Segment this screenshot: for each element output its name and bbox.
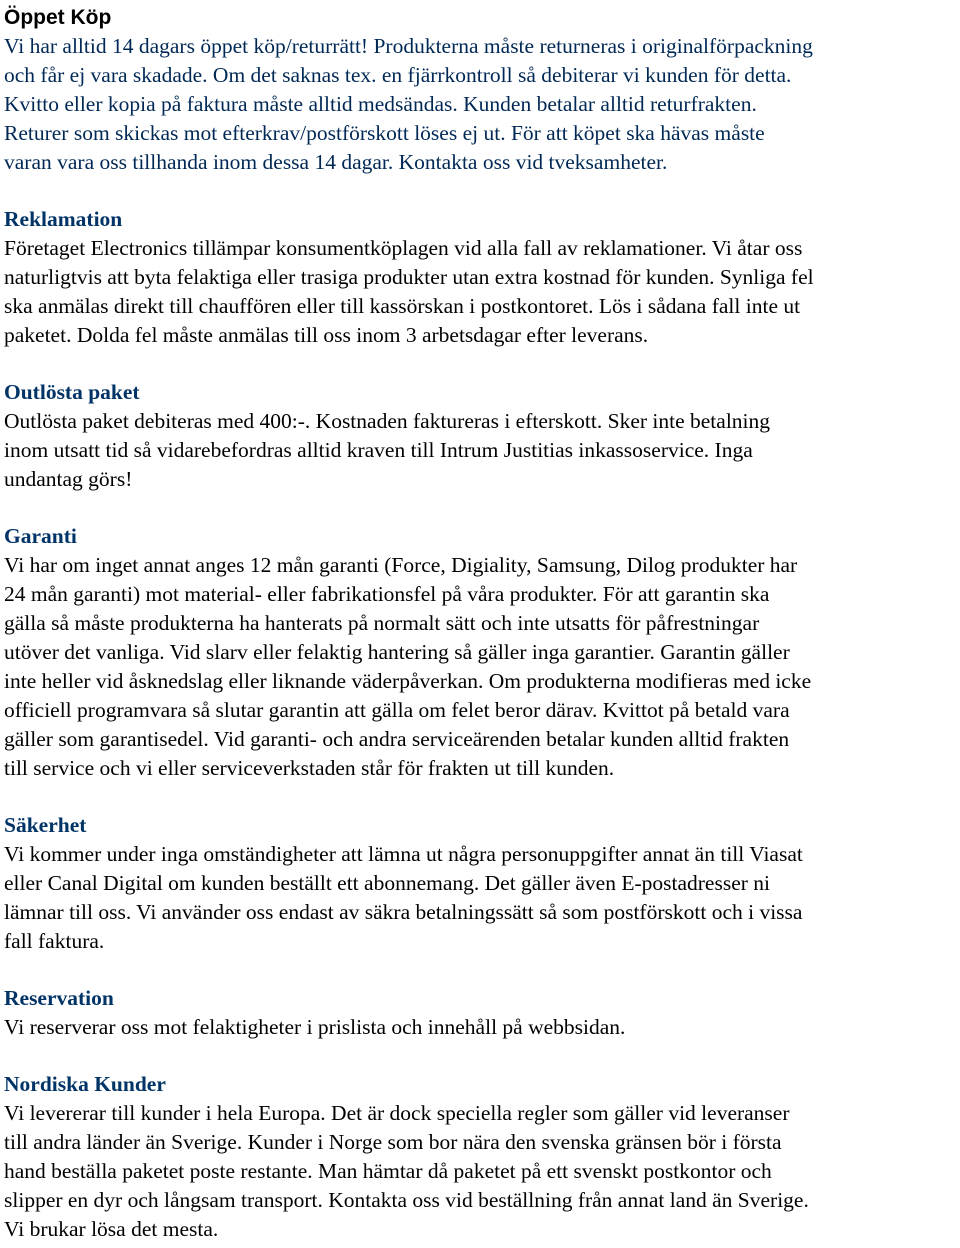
- text-line: till service och vi eller serviceverkstaden står för frakten ut till kunden.: [4, 756, 615, 780]
- section-reservation: [4, 984, 956, 1042]
- text-line: Vi har alltid 14 dagars öppet köp/returrätt! Produkterna måste returneras i originalförpackning: [4, 34, 813, 58]
- text-line: slipper en dyr och långsam transport. Kontakta oss vid beställning från annat land än Sverige.: [4, 1188, 809, 1212]
- section-body: [4, 1099, 956, 1244]
- section-body: [4, 551, 956, 783]
- section-oppet-kop: [4, 3, 956, 177]
- text-line: utöver det vanliga. Vid slarv eller felaktig hantering så gäller inga garantier. Garantin gäller: [4, 640, 790, 664]
- text-line: ska anmälas direkt till chauffören eller till kassörskan i postkontoret. Lös i sådana fall inte ut: [4, 294, 801, 318]
- text-line: Vi kommer under inga omständigheter att lämna ut några personuppgifter annat än till Viasat: [4, 842, 803, 866]
- text-line: gälla så måste produkterna ha hanterats på normalt sätt och inte utsatts för påfrestningar: [4, 611, 760, 635]
- section-heading: Säkerhet: [4, 813, 87, 837]
- section-heading: Öppet Köp: [4, 6, 112, 29]
- section-body: [4, 407, 956, 494]
- section-body: [4, 234, 956, 350]
- section-body: [4, 1013, 956, 1042]
- section-heading: Outlösta paket: [4, 380, 140, 404]
- section-gap: [4, 1042, 956, 1070]
- text-line: 24 mån garanti) mot material- eller fabrikationsfel på våra produkter. För att garantin ska: [4, 582, 770, 606]
- section-heading: Reservation: [4, 986, 114, 1010]
- text-line: Företaget Electronics tillämpar konsumentköplagen vid alla fall av reklamationer. Vi åtar oss: [4, 236, 803, 260]
- text-line: fall faktura.: [4, 929, 105, 953]
- text-line: gäller som garantisedel. Vid garanti- och andra serviceärenden betalar kunden alltid frakten: [4, 727, 790, 751]
- text-line: inom utsatt tid så vidarebefordras alltid kraven till Intrum Justitias inkassoservice. Inga: [4, 438, 753, 462]
- text-line: Vi levererar till kunder i hela Europa. Det är dock speciella regler som gäller vid leveranser: [4, 1101, 790, 1125]
- text-line: Returer som skickas mot efterkrav/postförskott löses ej ut. För att köpet ska hävas måste: [4, 121, 765, 145]
- text-line: officiell programvara så slutar garantin att gälla om felet beror därav. Kvittot på betald vara: [4, 698, 790, 722]
- section-gap: [4, 177, 956, 205]
- text-line: Outlösta paket debiteras med 400:-. Kostnaden faktureras i efterskott. Sker inte betalning: [4, 409, 771, 433]
- text-line: till andra länder än Sverige. Kunder i Norge som bor nära den svenska gränsen bör i första: [4, 1130, 782, 1154]
- text-line: naturligtvis att byta felaktiga eller trasiga produkter utan extra kostnad för kunden. Synliga fel: [4, 265, 814, 289]
- text-line: Vi reserverar oss mot felaktigheter i prislista och innehåll på webbsidan.: [4, 1015, 626, 1039]
- section-gap: [4, 956, 956, 984]
- text-line: lämnar till oss. Vi använder oss endast av säkra betalningssätt så som postförskott och i vissa: [4, 900, 803, 924]
- text-line: Vi har om inget annat anges 12 mån garanti (Force, Digiality, Samsung, Dilog produkter har: [4, 553, 798, 577]
- section-garanti: [4, 522, 956, 783]
- text-line: eller Canal Digital om kunden beställt ett abonnemang. Det gäller även E-postadresser ni: [4, 871, 770, 895]
- section-sakerhet: [4, 811, 956, 956]
- text-line: och får ej vara skadade. Om det saknas tex. en fjärrkontroll så debiterar vi kunden för detta.: [4, 63, 792, 87]
- section-gap: [4, 783, 956, 811]
- section-nordiska-kunder: [4, 1070, 956, 1244]
- section-heading: Nordiska Kunder: [4, 1072, 166, 1096]
- section-gap: [4, 494, 956, 522]
- section-body: [4, 840, 956, 956]
- section-reklamation: [4, 205, 956, 350]
- section-body: [4, 32, 956, 177]
- text-line: undantag görs!: [4, 467, 133, 491]
- section-heading: Reklamation: [4, 207, 123, 231]
- text-line: paketet. Dolda fel måste anmälas till oss inom 3 arbetsdagar efter leverans.: [4, 323, 649, 347]
- text-line: varan vara oss tillhanda inom dessa 14 dagar. Kontakta oss vid tveksamheter.: [4, 150, 668, 174]
- text-line: hand beställa paketet poste restante. Man hämtar då paketet på ett svenskt postkontor och: [4, 1159, 772, 1183]
- text-line: inte heller vid åsknedslag eller liknande väderpåverkan. Om produkterna modifieras med icke: [4, 669, 812, 693]
- section-outlosta-paket: [4, 378, 956, 494]
- text-line: Kvitto eller kopia på faktura måste alltid medsändas. Kunden betalar alltid returfrakten.: [4, 92, 757, 116]
- text-line: Vi brukar lösa det mesta.: [4, 1217, 219, 1241]
- section-gap: [4, 350, 956, 378]
- section-heading: Garanti: [4, 524, 77, 548]
